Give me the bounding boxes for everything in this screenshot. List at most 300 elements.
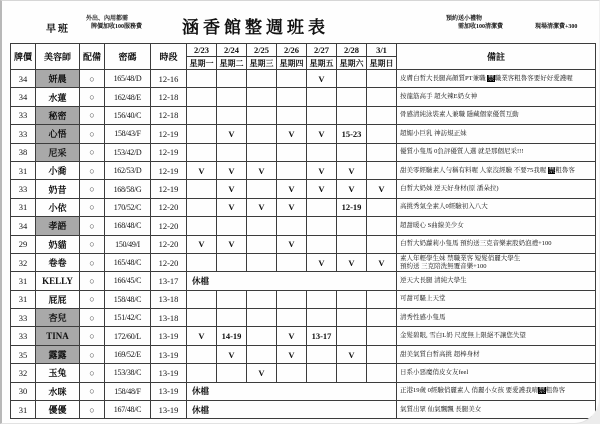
remark-text: 白皙大奶蘿莉小隻馬 預約送三克音樂素股奶泡禮+100 [400, 240, 552, 248]
availability-mark-cell: 15-23 [337, 125, 367, 143]
col-header-date-3/1: 3/1 [367, 44, 397, 57]
price-cell: 33 [11, 309, 36, 327]
code-cell: 151/42/C [105, 309, 151, 327]
code-cell: 153/38/C [105, 364, 151, 382]
col-header-weekday: 星期一 [187, 57, 217, 70]
availability-empty-cell [277, 217, 307, 235]
code-cell: 168/58/G [105, 180, 151, 198]
availability-empty-cell [367, 364, 397, 382]
availability-empty-cell [367, 290, 397, 308]
availability-empty-cell [307, 106, 337, 124]
price-cell: 34 [11, 70, 36, 88]
rest-week-cell: 休檔 [187, 272, 397, 290]
remark-text: 甜美零經驗素人勻稱有料喔 人家沒經驗 不要75我喔 [400, 166, 548, 174]
price-cell: 33 [11, 106, 36, 124]
availability-empty-cell [247, 253, 277, 271]
equipment-circle-icon: ○ [80, 327, 105, 345]
beautician-name-cell: 孝語 [36, 217, 80, 235]
remark-line [400, 240, 595, 248]
timeslot-cell: 13-18 [151, 309, 187, 327]
availability-mark-cell: V [187, 327, 217, 345]
remark-cell [397, 382, 596, 400]
rest-week-cell: 休檔 [187, 382, 397, 400]
equipment-circle-icon: ○ [80, 125, 105, 143]
remark-cell [397, 345, 596, 363]
availability-empty-cell [277, 364, 307, 382]
availability-mark-cell: V [337, 180, 367, 198]
availability-empty-cell [187, 198, 217, 216]
price-cell: 31 [11, 161, 36, 179]
availability-mark-cell: V [307, 70, 337, 88]
availability-empty-cell [277, 70, 307, 88]
remark-text: 粗魯客 [545, 387, 566, 395]
service-fee-note-line2: 牌價加收100服務費 [91, 24, 143, 30]
booking-gift-note-line2: 需加收100清潔費 [458, 24, 504, 30]
table-row [11, 327, 596, 345]
availability-mark-cell: 13-17 [307, 327, 337, 345]
equipment-circle-icon: ○ [80, 180, 105, 198]
availability-empty-cell [367, 125, 397, 143]
equipment-circle-icon: ○ [80, 88, 105, 106]
availability-empty-cell [367, 88, 397, 106]
code-cell: 165/48/D [105, 70, 151, 88]
availability-mark-cell: V [367, 180, 397, 198]
remark-cell [397, 180, 596, 198]
availability-mark-cell: V [307, 253, 337, 271]
availability-mark-cell: V [247, 364, 277, 382]
code-cell: 172/60/L [105, 327, 151, 345]
table-row [11, 180, 596, 198]
walkin-fee-note: 現場清潔費+300 [535, 24, 578, 30]
col-header-equipment: 配備 [80, 44, 105, 70]
shift-label: 早班 [46, 24, 70, 35]
availability-empty-cell [217, 290, 247, 308]
availability-empty-cell [277, 161, 307, 179]
forbidden-stamp: 禁 [538, 387, 546, 395]
col-header-weekday: 星期二 [217, 57, 247, 70]
remark-text: 高挑秀氣全素人0經驗初入八大 [400, 203, 488, 211]
availability-mark-cell: V [277, 235, 307, 253]
remark-text: 清秀性感小隻馬 [400, 313, 446, 321]
equipment-circle-icon: ○ [80, 382, 105, 400]
remark-line [400, 369, 595, 377]
availability-empty-cell [247, 180, 277, 198]
availability-empty-cell [217, 143, 247, 161]
remark-text: 超媚小巨乳 神訪規正妹 [400, 129, 467, 137]
availability-mark-cell: 12-19 [337, 198, 367, 216]
timeslot-cell: 12-18 [151, 106, 187, 124]
table-row [11, 309, 596, 327]
availability-empty-cell [217, 364, 247, 382]
availability-empty-cell [217, 70, 247, 88]
table-row [11, 70, 596, 88]
code-cell: 158/43/F [105, 125, 151, 143]
availability-empty-cell [307, 364, 337, 382]
col-header-date-2/28: 2/28 [337, 44, 367, 57]
equipment-circle-icon: ○ [80, 143, 105, 161]
availability-mark-cell: V [277, 198, 307, 216]
remark-line [400, 167, 595, 175]
availability-empty-cell [367, 327, 397, 345]
timeslot-cell: 12-16 [151, 70, 187, 88]
remark-text: 預約送 三克陪洗無覆音樂+100 [400, 262, 487, 270]
price-cell: 30 [11, 382, 36, 400]
table-row [11, 345, 596, 363]
remark-cell [397, 309, 596, 327]
availability-empty-cell [187, 70, 217, 88]
availability-empty-cell [187, 143, 217, 161]
availability-empty-cell [217, 88, 247, 106]
availability-empty-cell [337, 88, 367, 106]
availability-mark-cell: V [217, 235, 247, 253]
code-cell: 170/52/C [105, 198, 151, 216]
beautician-name-cell: 小依 [36, 198, 80, 216]
col-header-weekday: 星期三 [247, 57, 277, 70]
availability-empty-cell [187, 364, 217, 382]
availability-empty-cell [247, 235, 277, 253]
table-row [11, 272, 596, 290]
availability-empty-cell [187, 217, 217, 235]
availability-mark-cell: V [277, 180, 307, 198]
table-row [11, 143, 596, 161]
table-row [11, 161, 596, 179]
equipment-circle-icon: ○ [80, 290, 105, 308]
remark-cell [397, 125, 596, 143]
price-cell: 32 [11, 253, 36, 271]
availability-mark-cell: V [217, 161, 247, 179]
beautician-name-cell: 小喬 [36, 161, 80, 179]
availability-mark-cell: V [367, 253, 397, 271]
price-cell: 38 [11, 143, 36, 161]
timeslot-cell: 12-20 [151, 253, 187, 271]
remark-text: 白皙大奶妹 逆天好身材(原 潘朵拉) [400, 185, 499, 193]
remark-line [400, 263, 595, 271]
availability-empty-cell [277, 143, 307, 161]
equipment-circle-icon: ○ [80, 272, 105, 290]
availability-empty-cell [367, 106, 397, 124]
availability-empty-cell [277, 290, 307, 308]
remark-text: 氣質出眾 仙氣飄飄 長腿美女 [400, 405, 482, 413]
col-header-weekday: 星期五 [307, 57, 337, 70]
availability-empty-cell [337, 327, 367, 345]
availability-empty-cell [187, 309, 217, 327]
remark-cell [397, 88, 596, 106]
price-cell: 31 [11, 290, 36, 308]
page-title: 涵香館整週班表 [182, 18, 329, 37]
rest-week-cell: 休檔 [187, 401, 397, 419]
availability-empty-cell [367, 70, 397, 88]
availability-empty-cell [307, 198, 337, 216]
col-header-date-2/23: 2/23 [187, 44, 217, 57]
beautician-name-cell: 秘密 [36, 106, 80, 124]
remark-cell [397, 198, 596, 216]
table-row [11, 253, 596, 271]
code-cell: 150/49/I [105, 235, 151, 253]
availability-empty-cell [337, 364, 367, 382]
availability-empty-cell [367, 161, 397, 179]
availability-empty-cell [307, 143, 337, 161]
booking-gift-note [446, 15, 503, 31]
availability-empty-cell [307, 217, 337, 235]
remark-line [400, 277, 595, 285]
price-cell: 31 [11, 272, 36, 290]
remark-cell [397, 217, 596, 235]
table-header [11, 44, 596, 70]
availability-empty-cell [277, 106, 307, 124]
code-cell: 168/48/C [105, 217, 151, 235]
availability-empty-cell [187, 253, 217, 271]
availability-empty-cell [367, 143, 397, 161]
beautician-name-cell: 心悟 [36, 125, 80, 143]
availability-mark-cell: V [277, 327, 307, 345]
remark-line [400, 387, 595, 395]
equipment-circle-icon: ○ [80, 345, 105, 363]
code-cell: 162/48/E [105, 88, 151, 106]
remark-cell [397, 143, 596, 161]
availability-mark-cell: V [277, 125, 307, 143]
remark-text: 正港19歲 0經驗俏麗素人 俏麗小女孩 要愛護我唷 [400, 387, 539, 395]
code-cell: 166/45/C [105, 272, 151, 290]
col-header-date-2/27: 2/27 [307, 44, 337, 57]
col-header-beautician: 美容師 [36, 44, 80, 70]
availability-empty-cell [247, 125, 277, 143]
availability-empty-cell [247, 290, 277, 308]
availability-empty-cell [247, 327, 277, 345]
remark-text: 日系小惡魔俏皮女友feel [400, 368, 469, 376]
equipment-circle-icon: ○ [80, 161, 105, 179]
remark-line [400, 332, 595, 340]
availability-empty-cell [247, 217, 277, 235]
table-row [11, 88, 596, 106]
availability-mark-cell: V [307, 161, 337, 179]
forbidden-stamp: 禁 [548, 166, 555, 174]
service-fee-note [86, 15, 142, 31]
availability-empty-cell [247, 345, 277, 363]
availability-empty-cell [367, 345, 397, 363]
beautician-name-cell: 奶貓 [36, 235, 80, 253]
timeslot-cell: 13-19 [151, 345, 187, 363]
availability-mark-cell: V [187, 235, 217, 253]
price-cell: 31 [11, 198, 36, 216]
availability-empty-cell [187, 106, 217, 124]
equipment-circle-icon: ○ [80, 309, 105, 327]
availability-empty-cell [187, 88, 217, 106]
equipment-circle-icon: ○ [80, 235, 105, 253]
availability-empty-cell [217, 309, 247, 327]
availability-empty-cell [307, 345, 337, 363]
booking-gift-note-line1: 預約送小禮物 [446, 16, 483, 22]
remark-text: 皮膚白皙大長腿高顏質PT兼職 [400, 74, 488, 82]
remark-line [400, 203, 595, 211]
timeslot-cell: 13-19 [151, 364, 187, 382]
availability-empty-cell [307, 290, 337, 308]
timeslot-cell: 13-19 [151, 327, 187, 345]
equipment-circle-icon: ○ [80, 401, 105, 419]
service-fee-note-line1: 外出、內用都需 [86, 16, 129, 22]
remark-cell [397, 253, 596, 271]
code-cell: 167/48/C [105, 401, 151, 419]
availability-mark-cell: V [307, 180, 337, 198]
equipment-circle-icon: ○ [80, 106, 105, 124]
beautician-name-cell: 奶昔 [36, 180, 80, 198]
availability-mark-cell: V [217, 198, 247, 216]
table-row [11, 382, 596, 400]
code-cell: 153/42/D [105, 143, 151, 161]
equipment-circle-icon: ○ [80, 253, 105, 271]
availability-empty-cell [187, 345, 217, 363]
beautician-name-cell: 杏兒 [36, 309, 80, 327]
availability-empty-cell [247, 106, 277, 124]
availability-empty-cell [247, 143, 277, 161]
schedule-table [10, 43, 596, 419]
remark-cell [397, 401, 596, 419]
col-header-price: 牌價 [11, 44, 36, 70]
table-row [11, 198, 596, 216]
code-cell: 169/52/E [105, 345, 151, 363]
price-cell: 32 [11, 364, 36, 382]
availability-mark-cell: V [247, 198, 277, 216]
remark-cell [397, 106, 596, 124]
remark-line [400, 75, 595, 83]
col-header-date-2/24: 2/24 [217, 44, 247, 57]
remark-cell [397, 272, 596, 290]
beautician-name-cell: 水蓮 [36, 88, 80, 106]
table-row [11, 217, 596, 235]
col-header-weekday: 星期四 [277, 57, 307, 70]
timeslot-cell: 12-20 [151, 217, 187, 235]
remark-line [400, 314, 595, 322]
col-header-weekday: 星期日 [367, 57, 397, 70]
remark-cell [397, 364, 596, 382]
remark-text: 超甜暖心 S曲線美少女 [400, 221, 464, 229]
table-body [11, 70, 596, 419]
remark-line [400, 93, 595, 101]
beautician-name-cell: 妍晨 [36, 70, 80, 88]
availability-mark-cell: V [307, 125, 337, 143]
price-cell: 33 [11, 180, 36, 198]
availability-empty-cell [187, 180, 217, 198]
price-cell: 29 [11, 235, 36, 253]
availability-empty-cell [337, 143, 367, 161]
availability-empty-cell [217, 253, 247, 271]
availability-mark-cell: V [337, 253, 367, 271]
availability-mark-cell: V [217, 180, 247, 198]
availability-empty-cell [247, 70, 277, 88]
equipment-circle-icon: ○ [80, 217, 105, 235]
code-cell: 165/48/C [105, 253, 151, 271]
code-cell: 158/48/F [105, 382, 151, 400]
availability-empty-cell [337, 217, 367, 235]
beautician-name-cell: 水咪 [36, 382, 80, 400]
remark-line [400, 130, 595, 138]
col-header-weekday: 星期六 [337, 57, 367, 70]
beautician-name-cell: 屁屁 [36, 290, 80, 308]
remark-text: 素人年輕學生妹 禁職業客 短髮俏麗大學生 [400, 254, 521, 262]
availability-empty-cell [277, 88, 307, 106]
code-cell: 162/53/D [105, 161, 151, 179]
equipment-circle-icon: ○ [80, 70, 105, 88]
availability-empty-cell [307, 88, 337, 106]
remark-line [400, 111, 595, 119]
beautician-name-cell: 露露 [36, 345, 80, 363]
availability-mark-cell: V [217, 125, 247, 143]
col-header-code: 密碼 [105, 44, 151, 70]
beautician-name-cell: 優優 [36, 401, 80, 419]
timeslot-cell: 13-18 [151, 290, 187, 308]
price-cell: 34 [11, 88, 36, 106]
availability-empty-cell [307, 235, 337, 253]
availability-mark-cell: V [187, 161, 217, 179]
timeslot-cell: 13-19 [151, 401, 187, 419]
timeslot-cell: 12-20 [151, 235, 187, 253]
timeslot-cell: 12-19 [151, 180, 187, 198]
remark-cell [397, 235, 596, 253]
availability-empty-cell [337, 309, 367, 327]
col-header-timeslot: 時段 [151, 44, 187, 70]
price-cell: 34 [11, 217, 36, 235]
remark-text: 職業客粗魯客要好好愛護喔 [494, 74, 573, 82]
availability-mark-cell: V [337, 345, 367, 363]
remark-cell [397, 290, 596, 308]
availability-empty-cell [277, 309, 307, 327]
remark-text: 骨感清純泳裝素人兼職 隱藏個家優質互動 [400, 111, 519, 119]
col-header-remarks: 備註 [397, 44, 596, 70]
remark-text: 甜美氣質白皙高挑 超棒身材 [400, 350, 480, 358]
code-cell: 158/48/C [105, 290, 151, 308]
timeslot-cell: 13-19 [151, 382, 187, 400]
timeslot-cell: 12-19 [151, 143, 187, 161]
availability-empty-cell [337, 290, 367, 308]
availability-mark-cell: 14-19 [217, 327, 247, 345]
availability-empty-cell [247, 309, 277, 327]
remark-text: 按龍筋高手 超火辣E奶女神 [400, 93, 478, 101]
timeslot-cell: 12-19 [151, 125, 187, 143]
remark-text: 優質小隻馬 0負評優質人選 就是那個尼采!!! [400, 148, 524, 156]
timeslot-cell: 12-20 [151, 198, 187, 216]
forbidden-stamp: 禁 [487, 74, 495, 82]
availability-empty-cell [367, 217, 397, 235]
timeslot-cell: 13-17 [151, 272, 187, 290]
timeslot-cell: 12-19 [151, 161, 187, 179]
table-row [11, 364, 596, 382]
availability-empty-cell [217, 217, 247, 235]
header-row-dates [11, 44, 596, 57]
availability-empty-cell [247, 88, 277, 106]
remark-cell [397, 327, 596, 345]
remark-line [400, 295, 595, 303]
availability-empty-cell [337, 235, 367, 253]
availability-empty-cell [367, 309, 397, 327]
timeslot-cell: 12-18 [151, 88, 187, 106]
remark-cell [397, 70, 596, 88]
col-header-date-2/26: 2/26 [277, 44, 307, 57]
availability-empty-cell [187, 290, 217, 308]
remark-line [400, 185, 595, 193]
availability-mark-cell: V [247, 161, 277, 179]
equipment-circle-icon: ○ [80, 198, 105, 216]
remark-cell [397, 161, 596, 179]
table-row [11, 106, 596, 124]
remark-text: 逆天大長腿 清純大學生 [400, 276, 467, 284]
remark-line [400, 222, 595, 230]
remark-text: 金髮碧眼, 雪白L奶 尺度無上限絕不讓您失望 [400, 332, 526, 340]
availability-empty-cell [277, 253, 307, 271]
availability-mark-cell: V [337, 161, 367, 179]
beautician-name-cell: 卷卷 [36, 253, 80, 271]
availability-empty-cell [337, 106, 367, 124]
table-row [11, 290, 596, 308]
table-row [11, 235, 596, 253]
